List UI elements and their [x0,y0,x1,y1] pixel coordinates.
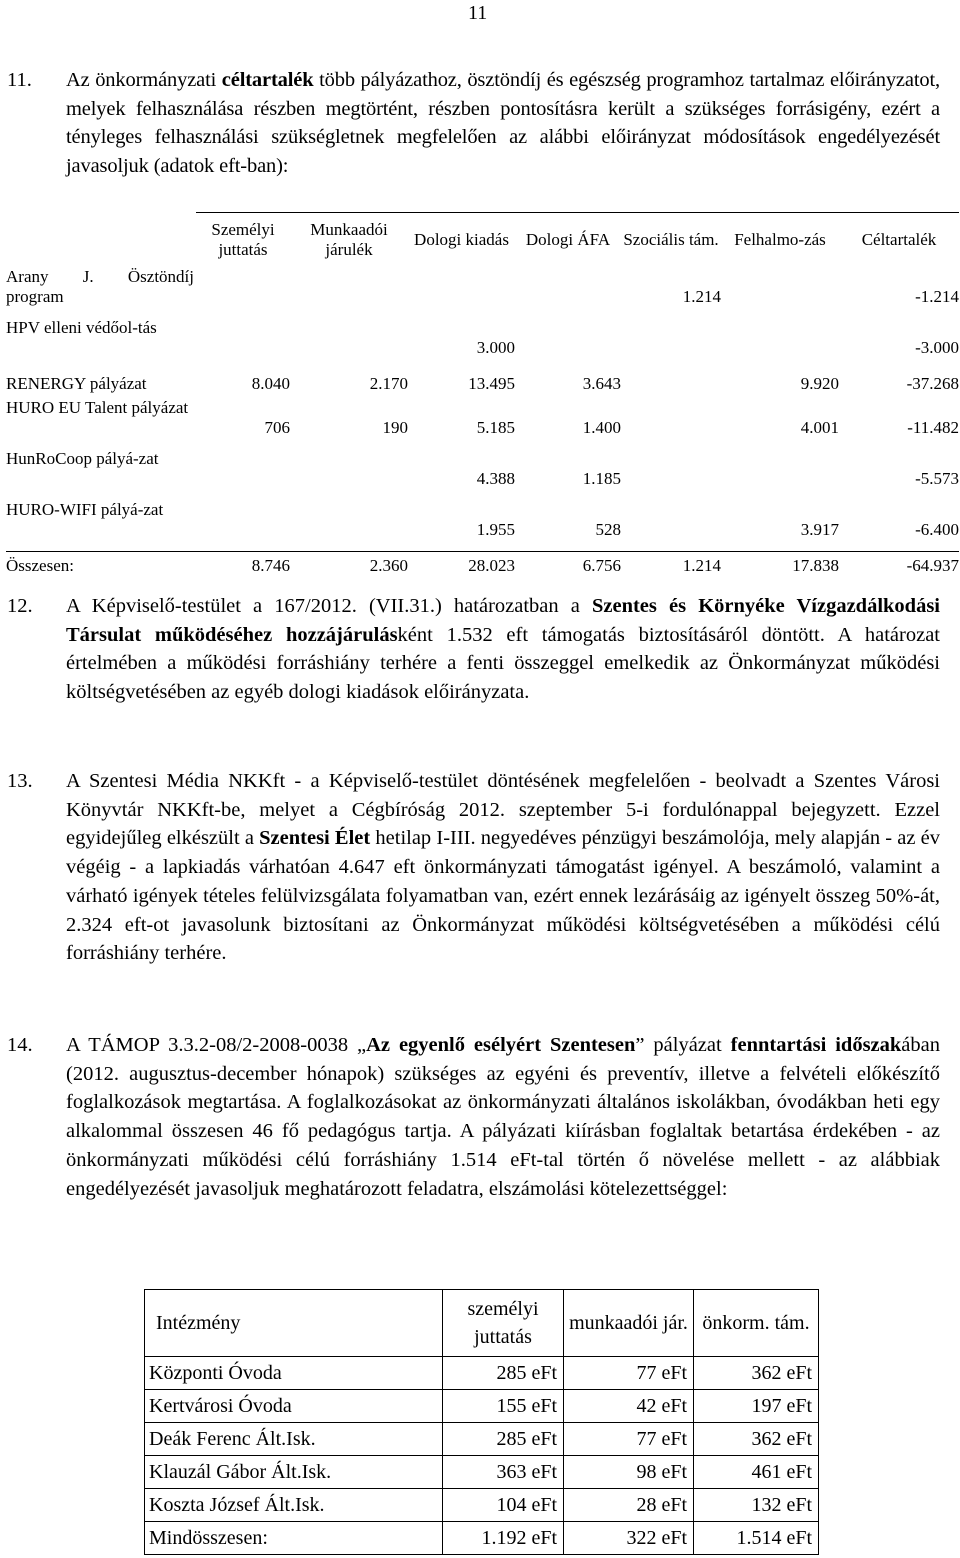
header-cell: Felhalmo-zás [721,213,839,268]
bold-text: fenntartási időszak [730,1034,902,1056]
value-cell: 42 eFt [564,1390,694,1423]
table-row [145,1423,819,1456]
value-cell [290,267,408,318]
institution-name-cell: Kertvárosi Óvoda [145,1390,443,1423]
value-cell: -64.937 [839,552,959,581]
value-cell: 1.185 [582,469,621,488]
value-cell: 285 eFt [443,1357,564,1390]
paragraph-14 [0,1031,940,1203]
value-cell: 3.000 [476,338,515,357]
header-cell-empty [6,213,196,268]
institution-name-cell: Központi Óvoda [145,1357,443,1390]
value-cell: 5.185 [476,418,515,437]
value-cell [621,500,721,552]
row-label: Összesen: [6,552,196,581]
table-row [6,500,959,552]
value-cell [515,318,621,369]
value-cell: 706 [264,418,290,437]
value-cell: 461 eFt [694,1456,819,1489]
value-cell: 6.756 [515,552,621,581]
paragraph-13 [0,767,940,968]
table-total-row [145,1522,819,1555]
header-cell: Dologi ÁFA [515,213,621,268]
value-cell: 363 eFt [443,1456,564,1489]
row-label: HPV elleni védőol-tás [6,318,157,337]
table-header-row [145,1290,819,1357]
value-cell: 17.838 [721,552,839,581]
header-cell: Céltartalék [839,213,959,268]
value-cell [196,449,290,500]
paragraph-12 [0,592,940,707]
header-cell: önkorm. tám. [694,1290,819,1357]
value-cell: 28 eFt [564,1489,694,1522]
value-cell: 3.917 [800,520,839,539]
value-cell: 1.955 [476,520,515,539]
text-run: hetilap I-III. negyedéves pénzügyi beszámolója, mely alapján - az év végéig - a lapkiadás várhatóan 4.647 eft önkormányzati támogatást igényel. A beszámoló, valamint a várható igények tételes felülvizsgálata folyamatban van, ezért ennek lezárásáig az igényelt összeg 50%-át, 2.324 eft-ot javasolunk biztosítani az Önkormányzat működési költségvetésében a működési célú forráshiány terhére. [66,827,940,965]
header-cell: munkaadói jár. [564,1290,694,1357]
value-cell: 4.388 [476,469,515,488]
value-cell: 2.360 [290,552,408,581]
paragraph-number: 11. [7,69,32,91]
value-cell [721,449,839,500]
table-row [6,449,959,500]
value-cell: 1.400 [582,418,621,437]
institution-name-cell: Koszta József Ált.Isk. [145,1489,443,1522]
value-cell [290,449,408,500]
value-cell [515,267,621,318]
value-cell: -3.000 [915,338,959,357]
value-cell [196,318,290,369]
text-run: A TÁMOP 3.3.2-08/2-2008-0038 „ [66,1034,367,1056]
value-cell: 155 eFt [443,1390,564,1423]
institution-allocation-table [144,1289,819,1555]
paragraph-number: 13. [7,770,33,792]
institution-name-cell: Deák Ferenc Ált.Isk. [145,1423,443,1456]
value-cell: -5.573 [915,469,959,488]
paragraph-number: 14. [7,1034,33,1056]
value-cell: 1.192 eFt [443,1522,564,1555]
value-cell [408,267,515,318]
paragraph-text [66,66,940,181]
institution-name-cell: Mindösszesen: [145,1522,443,1555]
table-total-row [6,552,959,581]
value-cell: 1.514 eFt [694,1522,819,1555]
value-cell: 1.214 [621,552,721,581]
paragraph-number: 12. [7,595,33,617]
budget-modification-table [6,212,959,580]
paragraph-text [66,592,940,707]
value-cell: -1.214 [915,287,959,306]
value-cell [721,267,839,318]
value-cell: 8.040 [251,373,290,393]
header-cell: személyi juttatás [443,1290,564,1357]
header-cell: Intézmény [145,1290,443,1357]
table-row [6,267,959,318]
value-cell: 197 eFt [694,1390,819,1423]
value-cell: -6.400 [915,520,959,539]
value-cell: 4.001 [800,418,839,437]
bold-text: Szentesi Élet [259,827,371,850]
table-row [6,369,959,398]
value-cell: 132 eFt [694,1489,819,1522]
text-run: A Képviselő-testület a 167/2012. (VII.31.) határozatban a [66,595,592,617]
table-row [6,398,959,449]
value-cell [621,369,721,398]
value-cell: 8.746 [196,552,290,581]
row-label: Arany J. Ösztöndíj program [6,267,194,306]
text-run: több pályázathoz, ösztöndíj és egészség programhoz tartalmaz előirányzatot, melyek felhasználása részben megtörtént, részben pontosításra került a szükséges forrásigény, ezért a tényleges felhasználási szükségletnek megfelelően az alábbi előirányzat módosítások engedélyezését javasoljuk (adatok eft-ban): [66,69,940,178]
value-cell [621,449,721,500]
value-cell: 98 eFt [564,1456,694,1489]
value-cell: 77 eFt [564,1357,694,1390]
value-cell [290,500,408,552]
value-cell: 190 [382,418,408,437]
row-label: HunRoCoop pályá-zat [6,449,159,468]
value-cell [290,318,408,369]
bold-text: Az egyenlő esélyért Szentesen [366,1034,636,1056]
value-cell: 13.495 [468,373,515,393]
value-cell: 9.920 [800,373,839,393]
header-cell: Dologi kiadás [408,213,515,268]
value-cell: -11.482 [907,418,959,437]
text-run: ában (2012. augusztus-december hónapok) szükséges az egyéni és preventív, illetve a felvételi előkészítő foglalkozások megtartása. A foglalkozásokat az önkormányzati általános iskolákban, óvodákban heti egy alkalommal összesen 46 fő pedagógus tartja. A pályázati kiírásban foglaltak betartása érdekében - az önkormányzati működési célú forráshiány 1.514 eFt-tal történ ő növelése mellett - az alábbiak engedélyezését javasoljuk meghatározott feladatra, elszámolási kötelezettséggel: [66,1034,940,1200]
value-cell: 285 eFt [443,1423,564,1456]
paragraph-11 [0,66,940,181]
table-row [145,1390,819,1423]
text-run: Az önkormányzati [66,69,222,91]
value-cell: -37.268 [906,373,959,393]
bold-text: céltartalék [221,69,314,91]
row-label: HURO EU Talent pályázat [6,398,189,417]
page-number: 11 [468,2,488,24]
value-cell: 362 eFt [694,1357,819,1390]
value-cell [621,398,721,449]
value-cell: 3.643 [582,373,621,393]
table-row [145,1456,819,1489]
value-cell: 2.170 [369,373,408,393]
header-cell: Személyi juttatás [196,213,290,268]
text-run: ként 1.532 eft támogatás biztosításáról döntött. A határozat értelmében a működési forráshiány terhére a fenti összeggel emelkedik az Önkormányzat működési költségvetésében az egyéb dologi kiadások előirányzata. [66,623,941,704]
value-cell: 528 [595,520,621,539]
paragraph-text [66,1031,940,1203]
table-row [145,1357,819,1390]
table-row [6,318,959,369]
value-cell [721,318,839,369]
header-cell: Szociális tám. [621,213,721,268]
value-cell: 362 eFt [694,1423,819,1456]
text-run: A Szentesi Média NKKft - a Képviselő-testület döntésének megfelelően - beolvadt a Szentes Városi Könyvtár NKKft-be, melyet a Cégbíróság 2012. szeptember 5-i fordulónappal bejegyzett. Ezzel egyidejűleg elkészült a [66,770,940,850]
paragraph-text [66,767,940,968]
value-cell: 1.214 [682,287,721,306]
value-cell: 28.023 [408,552,515,581]
value-cell: 104 eFt [443,1489,564,1522]
row-label: HURO-WIFI pályá-zat [6,500,164,519]
bold-text: Szentes és Környéke Vízgazdálkodási Társulat működéséhez hozzájárulás [66,595,941,646]
table-header-row [6,213,959,268]
text-run: ” pályázat [635,1034,731,1056]
value-cell [621,318,721,369]
table-row [145,1489,819,1522]
value-cell: 322 eFt [564,1522,694,1555]
institution-name-cell: Klauzál Gábor Ált.Isk. [145,1456,443,1489]
row-label: RENERGY pályázat [6,373,147,393]
value-cell [196,267,290,318]
header-cell: Munkaadói járulék [290,213,408,268]
value-cell: 77 eFt [564,1423,694,1456]
value-cell [196,500,290,552]
